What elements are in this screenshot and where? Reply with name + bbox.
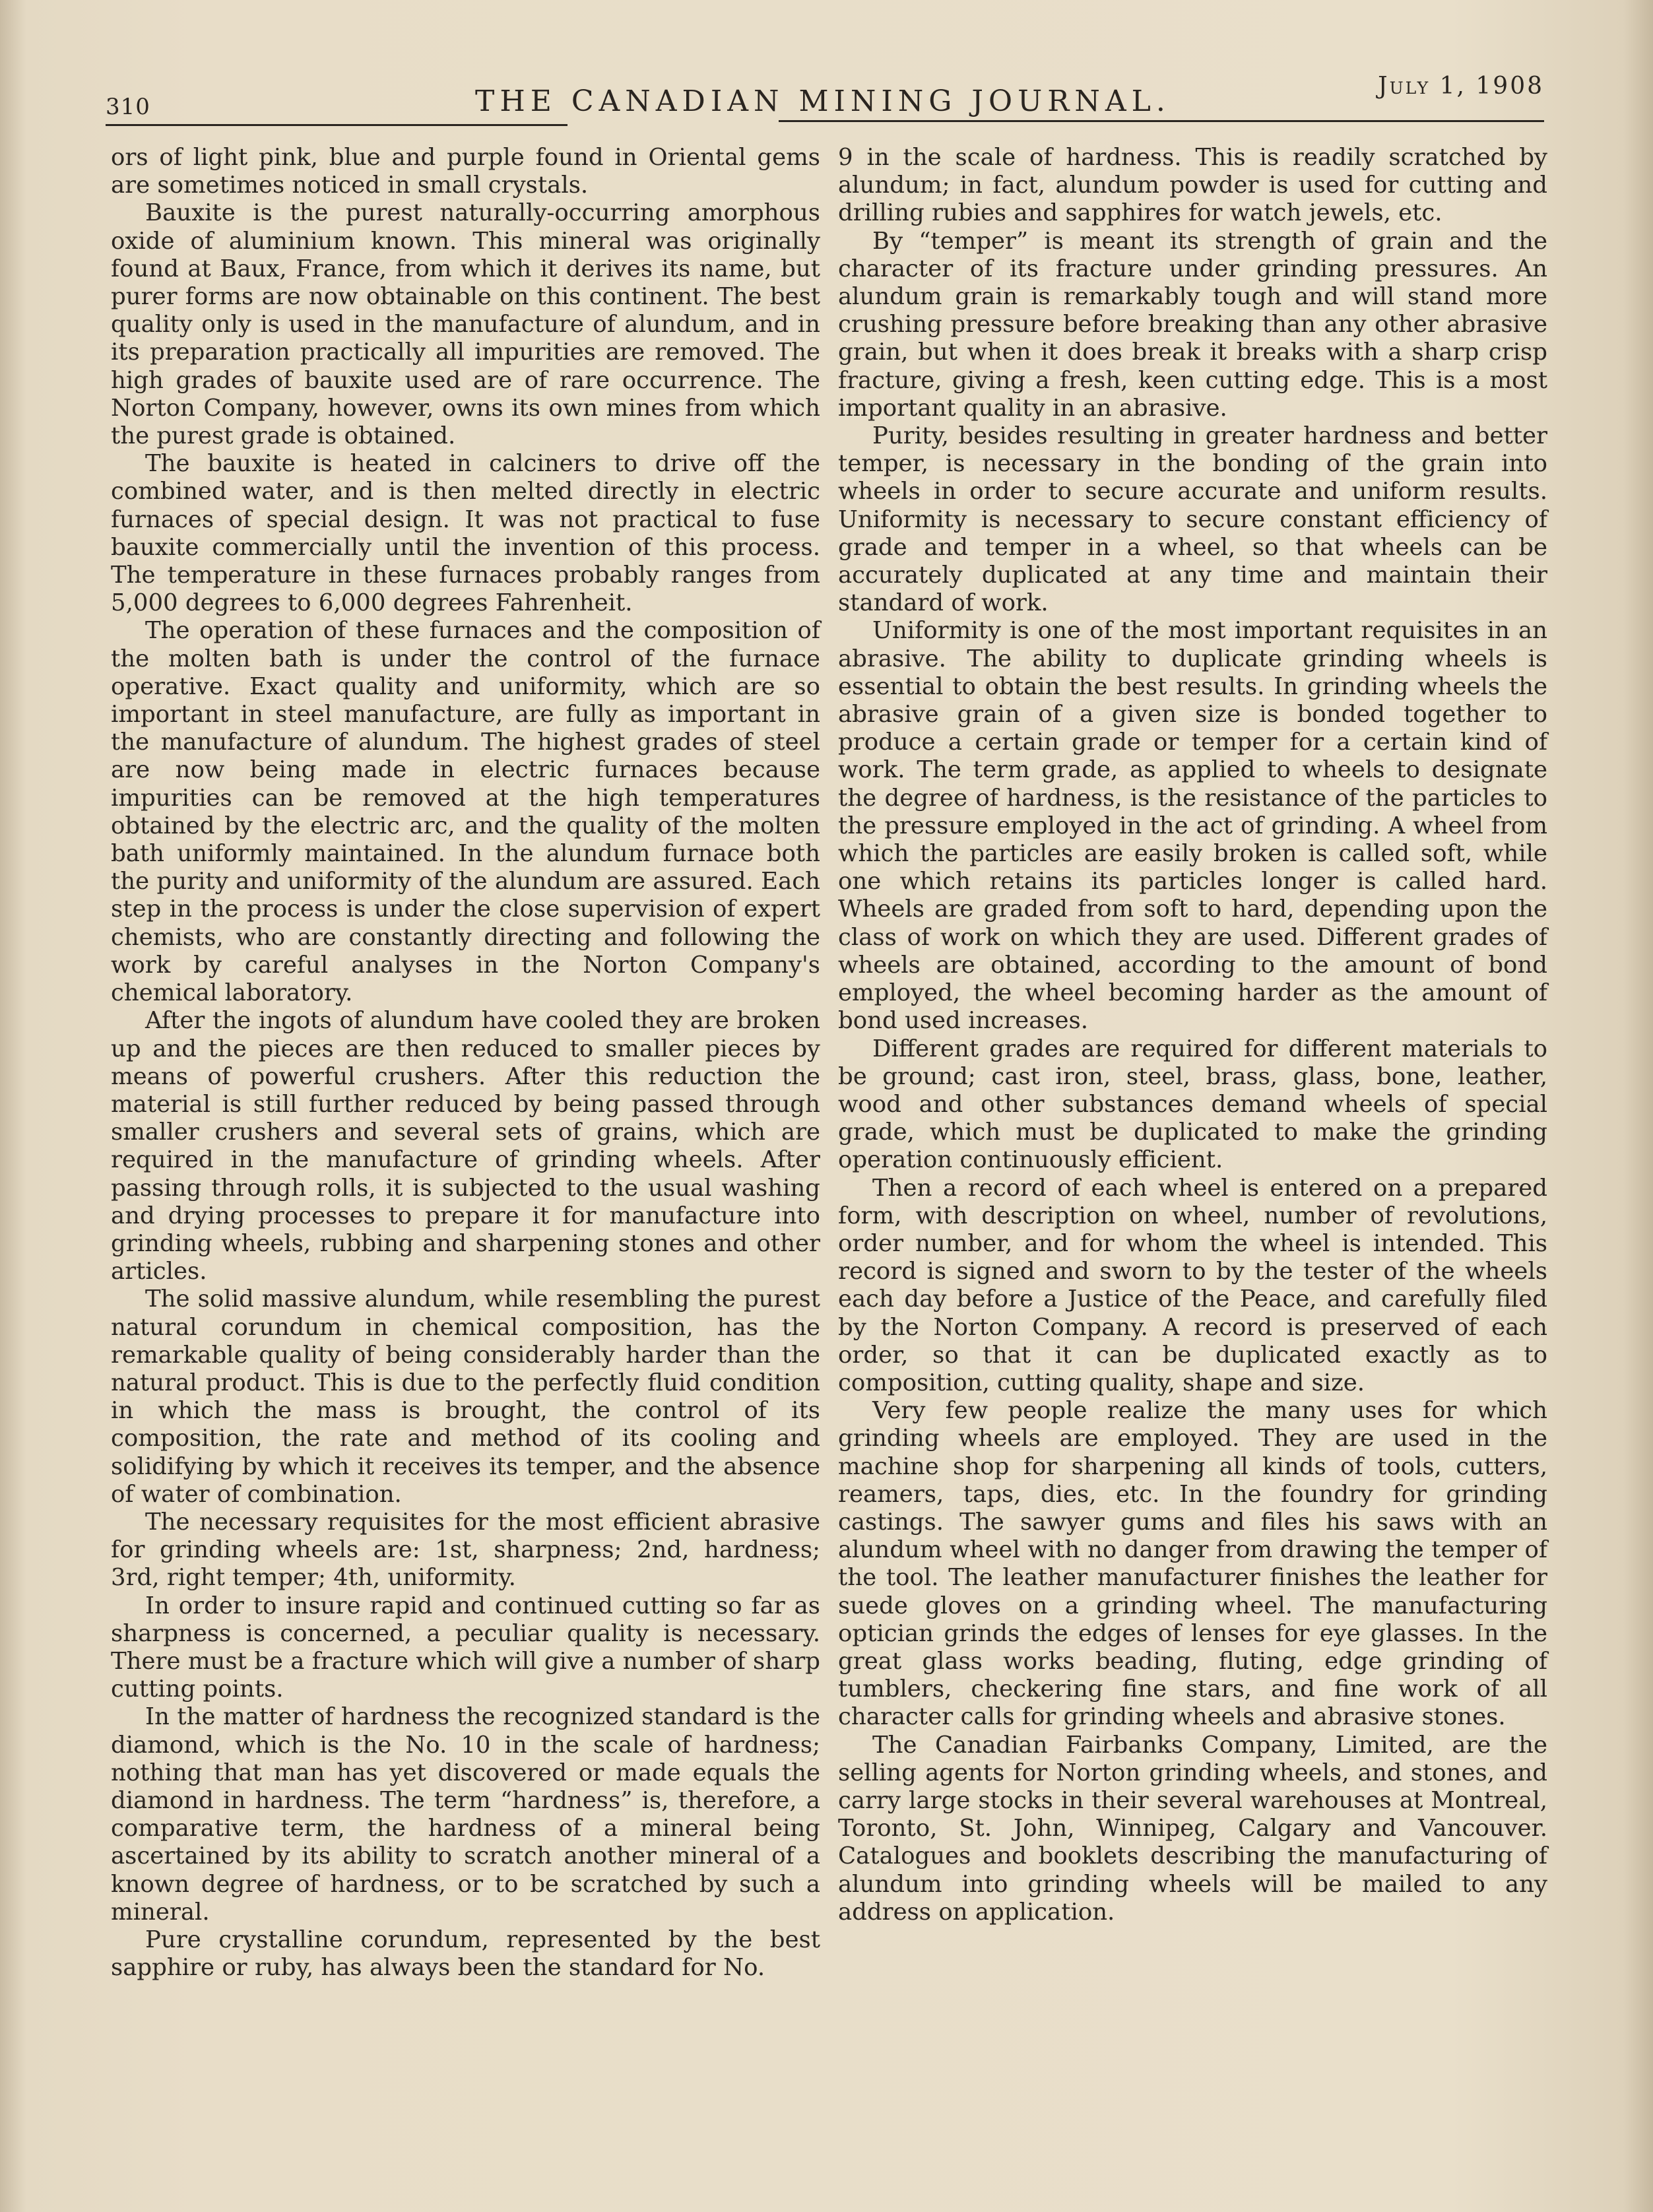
paragraph: In order to insure rapid and continued cutting so far as sharpness is concerned, a peculiar quality is necessary. There must be a fracture which will give a number of sharp cutting points.	[111, 1592, 820, 1703]
paragraph: By “temper” is meant its strength of grain and the character of its fracture under grinding pressures. An alundum grain is remarkably tough and will stand more crushing pressure before breaking than any other abrasive grain, but when it does break it breaks with a sharp crisp fracture, giving a fresh, keen cutting edge. This is a most important quality in an abrasive.	[838, 227, 1547, 422]
paragraph: In the matter of hardness the recognized standard is the diamond, which is the No. 10 in the scale of hardness; nothing that man has yet discovered or made equals the diamond in hardness. The term “hardness” is, therefore, a comparative term, the hardness of a mineral being ascertained by its ability to scratch another mineral of a known degree of hardness, or to be scratched by such a mineral.	[111, 1703, 820, 1926]
paragraph: After the ingots of alundum have cooled they are broken up and the pieces are then reduced to smaller pieces by means of powerful crushers. After this reduction the material is still further reduced by being passed through smaller crushers and several sets of grains, which are required in the manufacture of grinding wheels. After passing through rolls, it is subjected to the usual washing and drying processes to prepare it for manufacture into grinding wheels, rubbing and sharpening stones and other articles.	[111, 1007, 820, 1285]
paragraph: 9 in the scale of hardness. This is readily scratched by alundum; in fact, alundum powder is used for cutting and drilling rubies and sapphires for watch jewels, etc.	[838, 144, 1547, 227]
header-rule-left	[106, 124, 567, 126]
paragraph: Bauxite is the purest naturally-occurring amorphous oxide of aluminium known. This mineral was originally found at Baux, France, from which it derives its name, but purer forms are now obtainable on this continent. The best quality only is used in the manufacture of alundum, and in its preparation practically all impurities are removed. The high grades of bauxite used are of rare occurrence. The Norton Company, however, owns its own mines from which the purest grade is obtained.	[111, 199, 820, 450]
paragraph: Uniformity is one of the most important requisites in an abrasive. The ability to duplicate grinding wheels is essential to obtain the best results. In grinding wheels the abrasive grain of a given size is bonded together to produce a certain grade or temper for a certain kind of work. The term grade, as applied to wheels to designate the degree of hardness, is the resistance of the particles to the pressure employed in the act of grinding. A wheel from which the particles are easily broken is called soft, while one which retains its particles longer is called hard. Wheels are graded from soft to hard, depending upon the class of work on which they are used. Different grades of wheels are obtained, according to the amount of bond employed, the wheel becoming harder as the amount of bond used increases.	[838, 617, 1547, 1035]
paragraph: The solid massive alundum, while resembling the purest natural corundum in chemical composition, has the remarkable quality of being considerably harder than the natural product. This is due to the perfectly fluid condition in which the mass is brought, the control of its composition, the rate and method of its cooling and solidifying by which it receives its temper, and the absence of water of combination.	[111, 1285, 820, 1508]
paragraph: Very few people realize the many uses for which grinding wheels are employed. They are used in the machine shop for sharpening all kinds of tools, cutters, reamers, taps, dies, etc. In the foundry for grinding castings. The sawyer gums and files his saws with an alundum wheel with no danger from drawing the temper of the tool. The leather manufacturer finishes the leather for suede gloves on a grinding wheel. The manufacturing optician grinds the edges of lenses for eye glasses. In the great glass works beading, fluting, edge grinding of tumblers, checkering fine stars, and fine work of all character calls for grinding wheels and abrasive stones.	[838, 1397, 1547, 1731]
header-rule-right	[779, 120, 1544, 122]
issue-date: July 1, 1908	[1378, 73, 1544, 100]
page-number: 310	[106, 94, 150, 120]
right-column	[838, 144, 1547, 1926]
paragraph: The Canadian Fairbanks Company, Limited, are the selling agents for Norton grinding wheels, and stones, and carry large stocks in their several warehouses at Montreal, Toronto, St. John, Winnipeg, Calgary and Vancouver. Catalogues and booklets describing the manufacturing of alundum into grinding wheels will be mailed to any address on application.	[838, 1731, 1547, 1926]
paragraph: The operation of these furnaces and the composition of the molten bath is under the control of the furnace operative. Exact quality and uniformity, which are so important in steel manufacture, are fully as important in the manufacture of alundum. The highest grades of steel are now being made in electric furnaces because impurities can be removed at the high temperatures obtained by the electric arc, and the quality of the molten bath uniformly maintained. In the alundum furnace both the purity and uniformity of the alundum are assured. Each step in the process is under the close supervision of expert chemists, who are constantly directing and following the work by careful analyses in the Norton Company's chemical laboratory.	[111, 617, 820, 1007]
paragraph: ors of light pink, blue and purple found in Oriental gems are sometimes noticed in small crystals.	[111, 144, 820, 199]
paragraph: The necessary requisites for the most efficient abrasive for grinding wheels are: 1st, sharpness; 2nd, hardness; 3rd, right temper; 4th, uniformity.	[111, 1508, 820, 1592]
paragraph: Purity, besides resulting in greater hardness and better temper, is necessary in the bonding of the grain into wheels in order to secure accurate and uniform results. Uniformity is necessary to secure constant efficiency of grade and temper in a wheel, so that wheels can be accurately duplicated at any time and maintain their standard of work.	[838, 422, 1547, 617]
paragraph: Different grades are required for different materials to be ground; cast iron, steel, brass, glass, bone, leather, wood and other substances demand wheels of special grade, which must be duplicated to make the grinding operation continuously efficient.	[838, 1035, 1547, 1174]
paragraph: Pure crystalline corundum, represented by the best sapphire or ruby, has always been the standard for No.	[111, 1926, 820, 1982]
left-column	[111, 144, 820, 1982]
page-header	[99, 66, 1551, 125]
journal-title: THE CANADIAN MINING JOURNAL.	[475, 84, 1171, 118]
paragraph: Then a record of each wheel is entered on a prepared form, with description on wheel, number of revolutions, order number, and for whom the wheel is intended. This record is signed and sworn to by the tester of the wheels each day before a Justice of the Peace, and carefully filed by the Norton Company. A record is preserved of each order, so that it can be duplicated exactly as to composition, cutting quality, shape and size.	[838, 1174, 1547, 1396]
paragraph: The bauxite is heated in calciners to drive off the combined water, and is then melted directly in electric furnaces of special design. It was not practical to fuse bauxite commercially until the invention of this process. The temperature in these furnaces probably ranges from 5,000 degrees to 6,000 degrees Fahrenheit.	[111, 450, 820, 617]
